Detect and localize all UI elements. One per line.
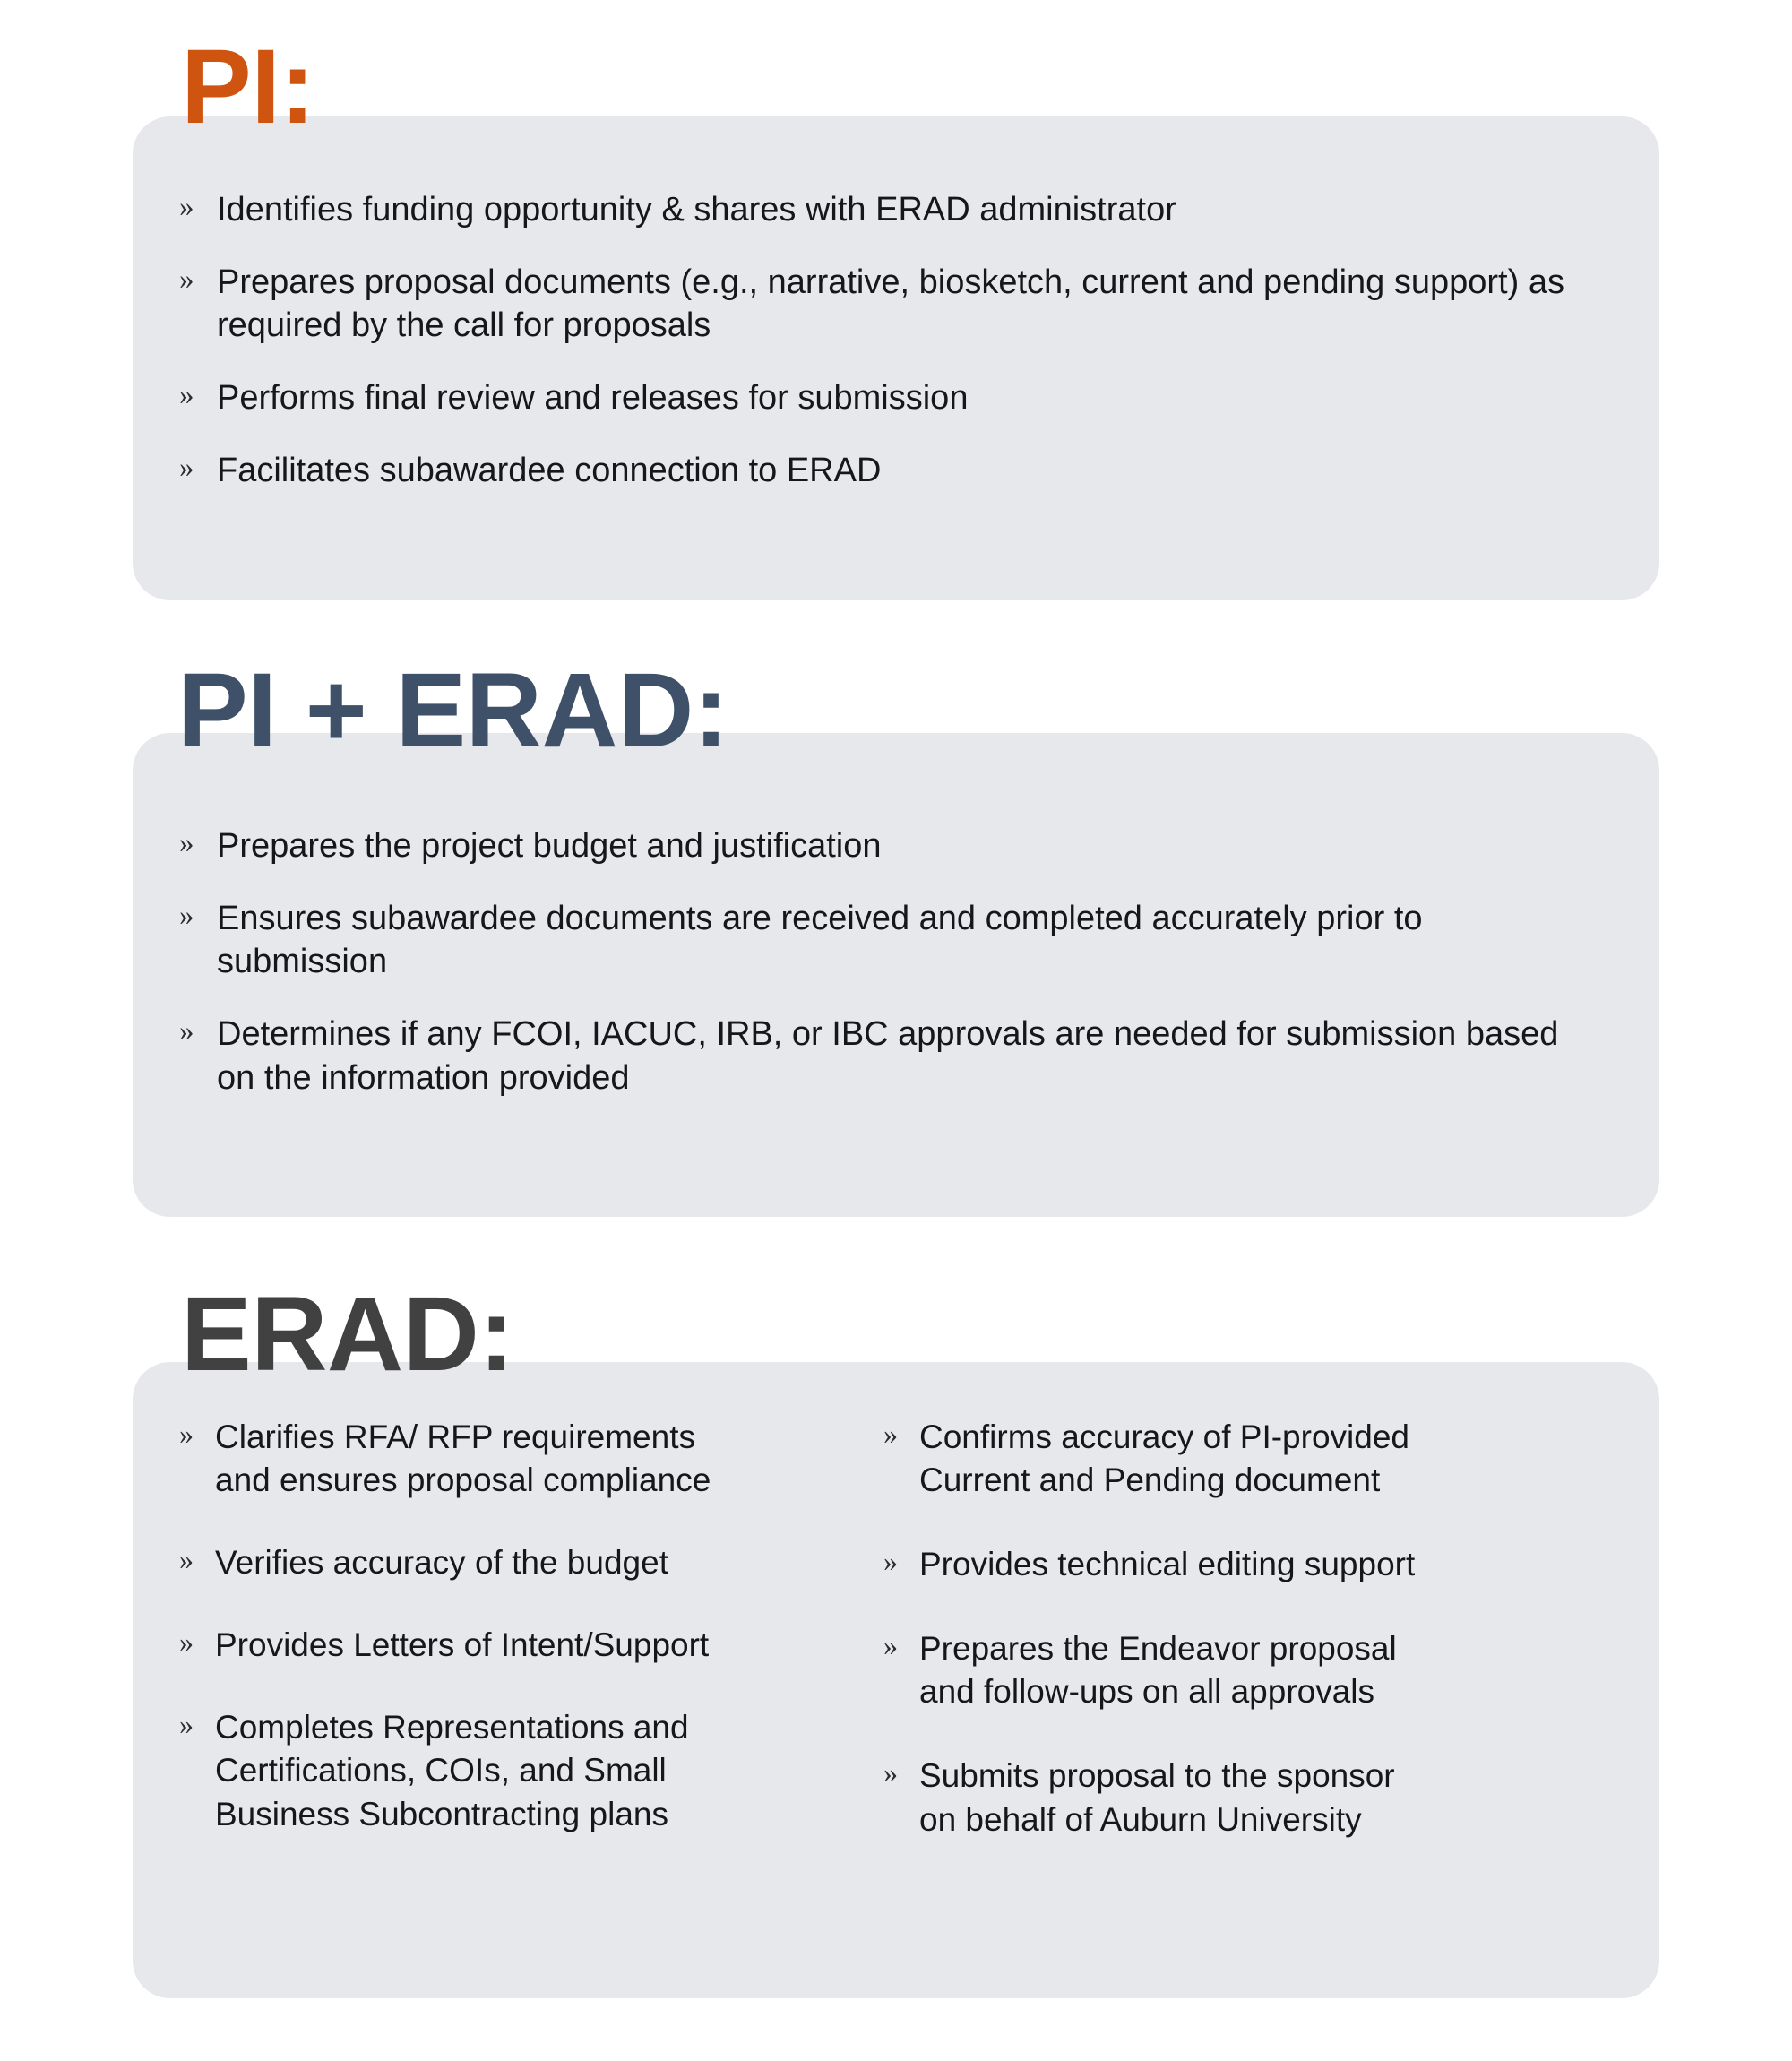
list-item: [883, 1416, 1439, 1502]
erad-right-column: [883, 1416, 1439, 1883]
list-item: [179, 1416, 735, 1502]
list-item-label: Prepares the project budget and justification: [217, 827, 882, 865]
chevron-double-right-icon: »: [179, 263, 194, 296]
list-item-label: Determines if any FCOI, IACUC, IRB, or IBC approvals are needed for submission based on the information provided: [217, 1014, 1559, 1097]
list-item: [179, 897, 1577, 984]
list-item-label: Provides technical editing support: [919, 1546, 1416, 1583]
chevron-double-right-icon: »: [179, 191, 194, 223]
list-item-label: Submits proposal to the sponsor on behalf of Auburn University: [919, 1757, 1395, 1838]
chevron-double-right-icon: »: [179, 451, 194, 484]
list-item: [179, 376, 1577, 420]
list-item-label: Performs final review and releases for submission: [217, 378, 969, 417]
list-item-label: Identifies funding opportunity & shares with ERAD administrator: [217, 191, 1176, 229]
chevron-double-right-icon: »: [883, 1418, 898, 1450]
pi-erad-heading: PI + ERAD:: [177, 651, 728, 770]
chevron-double-right-icon: »: [179, 1626, 194, 1659]
erad-heading: ERAD:: [181, 1275, 514, 1393]
list-item-label: Completes Representations and Certifications, COIs, and Small Business Subcontracting plans: [215, 1709, 689, 1832]
pi-erad-responsibilities-list: [179, 824, 1577, 1128]
chevron-double-right-icon: »: [179, 827, 194, 859]
erad-responsibilities-columns: [179, 1416, 1595, 1883]
chevron-double-right-icon: »: [883, 1756, 898, 1789]
list-item: [883, 1543, 1439, 1586]
list-item-label: Facilitates subawardee connection to ERAD: [217, 451, 882, 489]
pi-heading: PI:: [181, 28, 315, 146]
erad-left-column: [179, 1416, 735, 1883]
list-item: [179, 1013, 1577, 1099]
list-item-label: Provides Letters of Intent/Support: [215, 1626, 710, 1664]
list-item: [179, 261, 1577, 348]
chevron-double-right-icon: »: [179, 899, 194, 932]
list-item: [179, 824, 1577, 868]
chevron-double-right-icon: »: [179, 1708, 194, 1741]
chevron-double-right-icon: »: [179, 378, 194, 411]
list-item: [179, 449, 1577, 493]
list-item: [883, 1755, 1439, 1841]
pi-responsibilities-list: [179, 188, 1577, 521]
list-item: [179, 1706, 735, 1835]
list-item-label: Clarifies RFA/ RFP requirements and ensures proposal compliance: [215, 1419, 711, 1499]
list-item-label: Confirms accuracy of PI-provided Current and Pending document: [919, 1419, 1409, 1499]
list-item: [883, 1627, 1439, 1713]
chevron-double-right-icon: »: [179, 1014, 194, 1048]
chevron-double-right-icon: »: [883, 1629, 898, 1662]
list-item: [179, 188, 1577, 232]
list-item-label: Verifies accuracy of the budget: [215, 1544, 668, 1582]
chevron-double-right-icon: »: [883, 1545, 898, 1578]
list-item: [179, 1624, 735, 1667]
list-item: [179, 1541, 735, 1584]
list-item-label: Prepares the Endeavor proposal and follow-ups on all approvals: [919, 1630, 1397, 1711]
list-item-label: Prepares proposal documents (e.g., narrative, biosketch, current and pending support) as required by the call for proposals: [217, 263, 1564, 345]
list-item-label: Ensures subawardee documents are received and completed accurately prior to submission: [217, 899, 1423, 981]
chevron-double-right-icon: »: [179, 1418, 194, 1450]
chevron-double-right-icon: »: [179, 1543, 194, 1576]
